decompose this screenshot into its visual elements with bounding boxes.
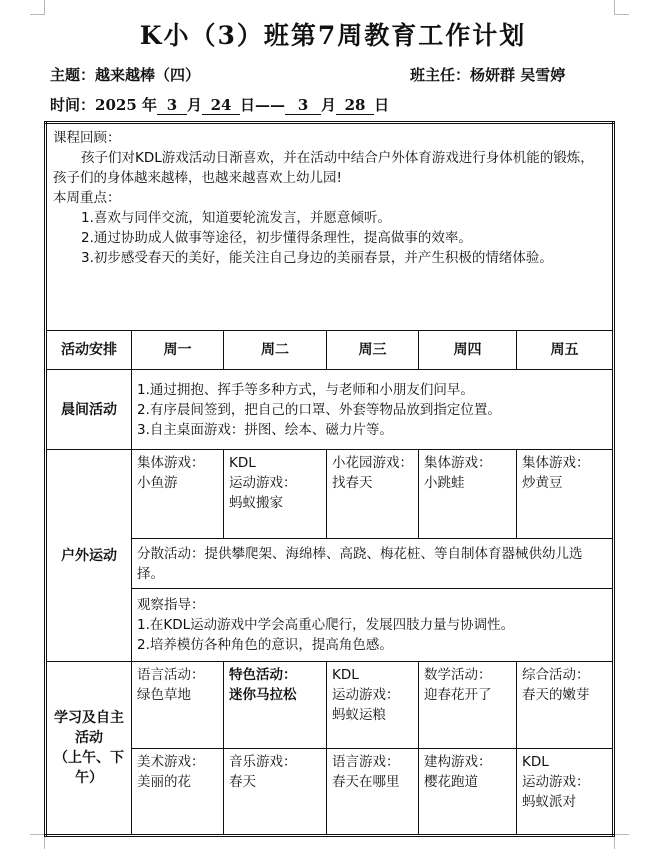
learning-row-2 [46,749,614,836]
time-year: 2025 [95,96,137,114]
theme-value: 越来越棒（四） [95,66,201,84]
learning-fri-2 [517,749,614,836]
start-day: 24 [202,96,240,115]
time-label: 时间： [50,96,96,114]
morning-label: 晨间活动 [46,369,132,450]
morning-activities [132,369,614,450]
time-ri-dash: 日—— [240,96,286,114]
scattered-activities: 分散活动：提供攀爬架、海绵棒、高跷、梅花桩、等自制体育器械供幼儿选择。 [132,538,614,588]
learning-tue-2 [224,749,327,836]
game-name: 找春天 [332,475,373,492]
outdoor-tue [224,450,327,539]
activity-type: 语言游戏： [332,754,400,771]
game-type: 运动游戏： [229,475,297,492]
theme-label: 主题： [50,66,96,84]
theme-line [50,64,610,85]
focus-point: 1.喜欢与同伴交流，知道要轮流发言，并愿意倾听。 [81,210,391,226]
activity-name: 春天 [229,774,256,791]
time-line [50,94,610,115]
learning-thu-1 [419,661,517,749]
page-corner-mark [30,834,45,849]
outdoor-games-row [46,450,614,539]
learning-fri-1 [517,661,614,749]
activity-type: 音乐游戏： [229,754,297,771]
day-header-fri: 周五 [517,331,614,369]
game-name: 小鱼游 [137,475,178,492]
activity-type: 运动游戏： [332,686,400,703]
learning-wed-1 [327,661,419,749]
activity-type: KDL [522,754,549,771]
activity-name: 春天在哪里 [332,774,400,791]
activity-name: 蚂蚁派对 [522,794,576,811]
end-month: 3 [285,96,321,115]
activity-name: 绿色草地 [137,686,191,703]
learning-label-main: 学习及自主活动 [54,709,124,746]
activity-type: 特色活动： [229,666,297,683]
game-name: 炒黄豆 [522,475,563,492]
learning-label [46,661,132,835]
activity-type: 运动游戏： [522,774,590,791]
activity-name: 蚂蚁运粮 [332,706,386,723]
morning-item: 2.有序晨间签到，把自己的口罩、外套等物品放到指定位置。 [137,401,501,418]
outdoor-label: 户外运动 [46,450,132,661]
activity-type: 建构游戏： [424,754,492,771]
activity-type: 综合活动： [522,666,590,683]
morning-item: 3.自主桌面游戏：拼图、绘本、磁力片等。 [137,421,393,438]
observation-guide [132,589,614,662]
guide-heading: 观察指导： [137,596,205,613]
schedule-header-row [46,331,614,369]
page-corner-mark [614,834,629,849]
game-name: 小跳蛙 [424,475,465,492]
time-yue: 月 [321,96,337,114]
teacher-label: 班主任： [410,66,471,84]
outdoor-guide-row [46,589,614,662]
focus-point: 2.通过协助成人做事等途径，初步懂得条理性，提高做事的效率。 [81,230,472,246]
review-row [46,123,614,331]
activity-name: 樱花跑道 [424,774,478,791]
activity-name: 春天的嫩芽 [522,686,590,703]
game-type: 集体游戏： [137,455,205,472]
outdoor-mon [132,450,224,539]
game-type: KDL [229,455,256,472]
activity-type: KDL [332,666,359,683]
activity-type: 美术游戏： [137,754,205,771]
time-nian: 年 [142,96,158,114]
activity-type: 语言活动： [137,666,205,683]
review-text: 孩子们对KDL游戏活动日渐喜欢，并在活动中结合户外体育游戏进行身体机能的锻炼，孩子们的身体越来越棒，也越来越喜欢上幼儿园! [53,150,594,186]
learning-thu-2 [419,749,517,836]
game-name: 蚂蚁搬家 [229,495,283,512]
learning-mon-2 [132,749,224,836]
focus-point: 3.初步感受春天的美好，能关注自己身边的美丽春景，并产生积极的情绪体验。 [81,250,553,266]
activity-name: 迷你马拉松 [229,686,297,703]
guide-item: 2.培养模仿各种角色的意识，提高角色感。 [137,636,393,653]
game-type: 集体游戏： [522,455,590,472]
day-header-wed: 周三 [327,331,419,369]
activity-header: 活动安排 [46,331,132,369]
outdoor-fri [517,450,614,539]
review-heading: 课程回顾： [53,130,121,146]
game-type: 集体游戏： [424,455,492,472]
start-month: 3 [157,96,187,115]
day-header-thu: 周四 [419,331,517,369]
time-ri: 日 [374,96,390,114]
focus-heading: 本周重点： [53,190,121,206]
game-type: 小花园游戏： [332,455,413,472]
teacher-value: 杨妍群 吴雪婷 [470,66,566,84]
morning-row [46,369,614,450]
outdoor-wed [327,450,419,539]
page-corner-mark [614,0,629,15]
time-yue: 月 [187,96,203,114]
activity-type: 数学活动： [424,666,492,683]
weekly-plan-table [44,121,615,837]
day-header-tue: 周二 [224,331,327,369]
learning-label-sub: （上午、下午） [54,749,124,786]
guide-item: 1.在KDL运动游戏中学会高重心爬行，发展四肢力量与协调性。 [137,616,515,633]
outdoor-scattered-row [46,538,614,588]
teacher-info [410,64,565,85]
learning-mon-1 [132,661,224,749]
course-review [46,123,614,331]
morning-item: 1.通过拥抱、挥手等多种方式，与老师和小朋友们问早。 [137,381,474,398]
learning-tue-1 [224,661,327,749]
outdoor-thu [419,450,517,539]
learning-row-1 [46,661,614,749]
document-title: K小（3）班第7周教育工作计划 [139,21,527,50]
day-header-mon: 周一 [132,331,224,369]
activity-name: 迎春花开了 [424,686,492,703]
page-corner-mark [30,0,45,15]
activity-name: 美丽的花 [137,774,191,791]
learning-wed-2 [327,749,419,836]
end-day: 28 [336,96,374,115]
